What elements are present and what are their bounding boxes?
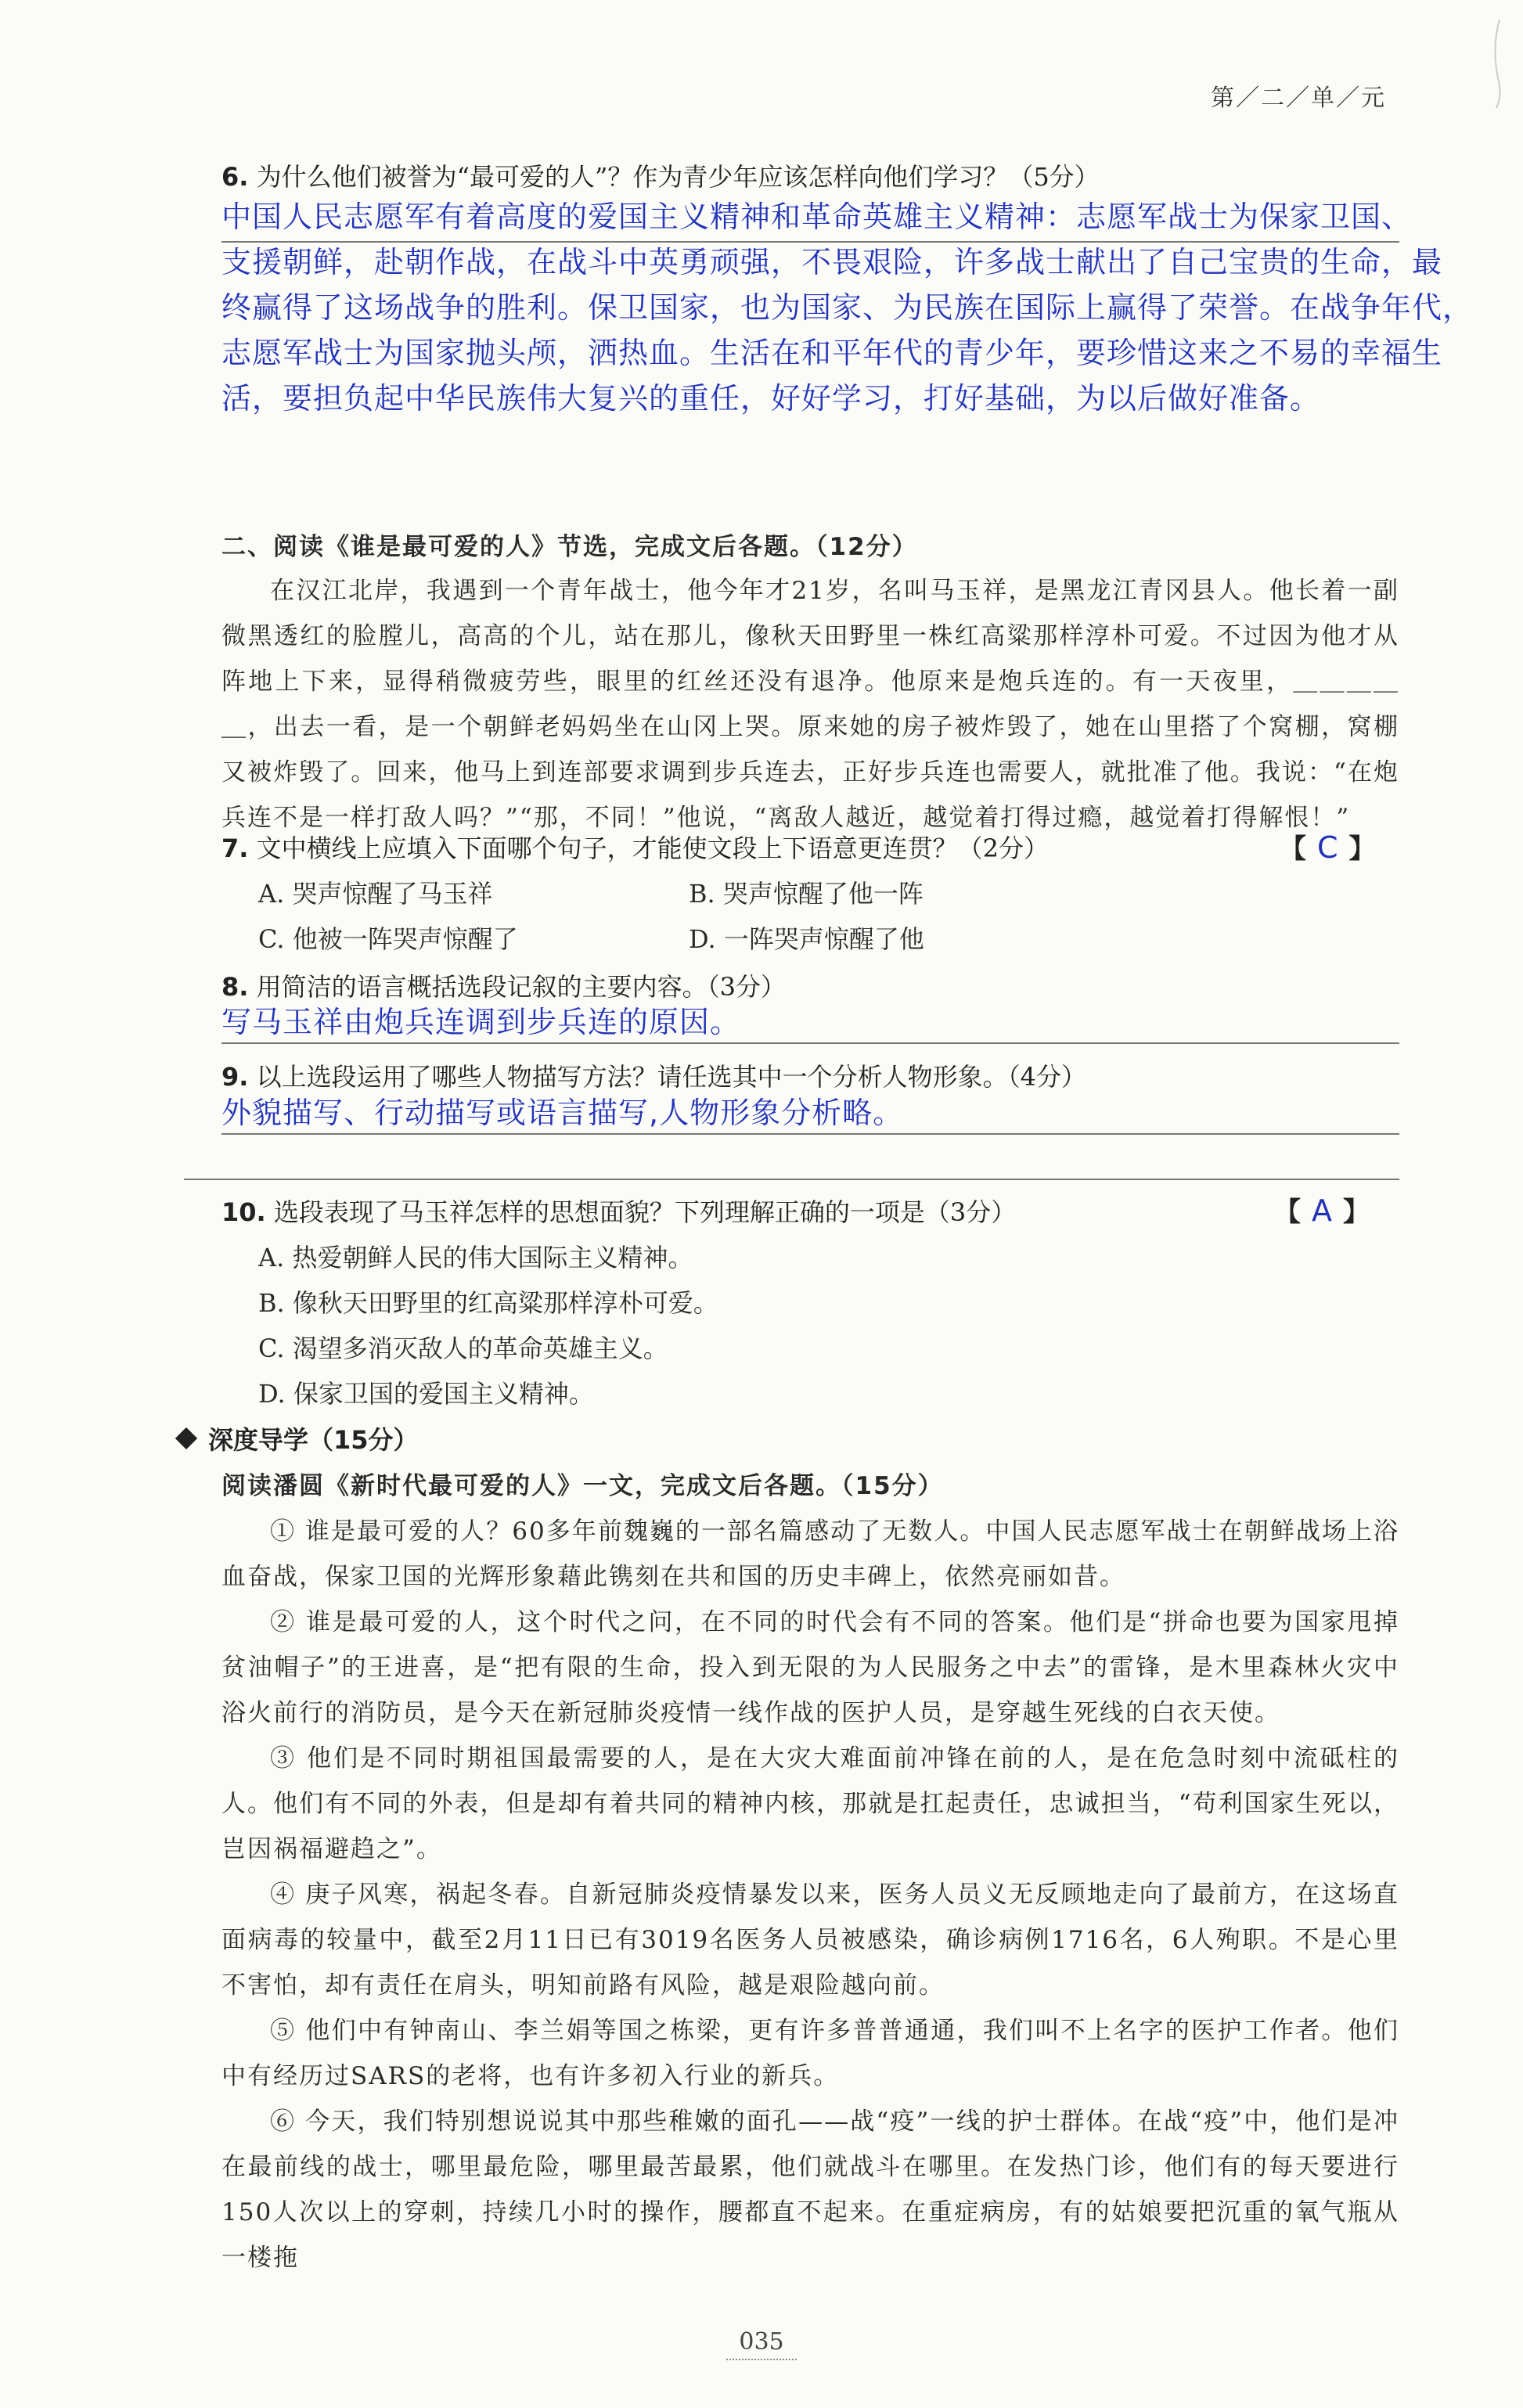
question-text: 用简洁的语言概括选段记叙的主要内容。（3分） (256, 972, 786, 1002)
question-text: 文中横线上应填入下面哪个句子，才能使文段上下语意更连贯？（2分） (256, 833, 1049, 863)
article-paragraph-6: ⑥ 今天，我们特别想说说其中那些稚嫩的面孔——战“疫”一线的护士群体。在战“疫”中，他们是冲在最前线的战士，哪里最危险，哪里最苦最累，他们就战斗在哪里。在发热门诊，他们有的每天要进行150人次以上的穿刺，持续几小时的操作，腰都直不起来。在重症病房，有的姑娘要把沉重的氧气瓶从一楼拖 (221, 2107, 1399, 2272)
question-number: 6. (221, 162, 249, 192)
option-a: A. 哭声惊醒了马玉祥 (258, 879, 493, 909)
question-number: 9. (221, 1062, 249, 1092)
article-paragraph-3: ③ 他们是不同时期祖国最需要的人，是在大灾大难面前冲锋在前的人，是在危急时刻中流砥柱的人。他们有不同的外表，但是却有着共同的精神内核，那就是扛起责任，忠诚担当，“苟利国家生死以，岂因祸福避趋之”。 (221, 1744, 1399, 1863)
handwritten-answer-line: 支援朝鲜，赴朝作战，在战斗中英勇顽强，不畏艰险，许多战士献出了自己宝贵的生命，最 (221, 245, 1443, 279)
question-text: 为什么他们被誉为“最可爱的人”？作为青少年应该怎样向他们学习？（5分） (256, 162, 1100, 192)
option-c: C. 他被一阵哭声惊醒了 (258, 924, 518, 954)
question-number: 10. (221, 1197, 266, 1227)
question-10 (221, 1193, 1016, 1231)
option-c: C. 渴望多消灭敌人的革命英雄主义。 (258, 1334, 668, 1363)
answer-rule (221, 1133, 1399, 1135)
answer-rule (184, 1179, 1399, 1180)
question-text: 以上选段运用了哪些人物描写方法？请任选其中一个分析人物形象。（4分） (256, 1062, 1086, 1092)
page-corner-mark (1476, 16, 1507, 110)
answer-bracket: 【 A 】 (1274, 1193, 1370, 1228)
section-3-heading: 阅读潘圆《新时代最可爱的人》一文，完成文后各题。（15分） (221, 1472, 944, 1500)
unit-header: 第／二／单／元 (1211, 85, 1386, 112)
question-number: 7. (221, 833, 249, 863)
option-b: B. 哭声惊醒了他一阵 (689, 879, 924, 909)
handwritten-answer-line: 志愿军战士为国家抛头颅，洒热血。生活在和平年代的青少年，要珍惜这来之不易的幸福生 (221, 336, 1443, 370)
option-d: D. 保家卫国的爱国主义精神。 (258, 1379, 594, 1409)
answer-rule (221, 241, 1399, 243)
answer-rule (221, 1042, 1399, 1044)
section-title-text: 深度导学（15分） (208, 1425, 419, 1455)
section-2-heading: 二、阅读《谁是最可爱的人》节选，完成文后各题。（12分） (221, 533, 918, 561)
handwritten-answer: 写马玉祥由炮兵连调到步兵连的原因。 (221, 1005, 741, 1039)
question-number: 8. (221, 972, 249, 1002)
question-6 (221, 158, 1100, 196)
option-d: D. 一阵哭声惊醒了他 (689, 924, 924, 954)
answer-bracket: 【 C 】 (1280, 830, 1376, 865)
question-7 (221, 830, 1049, 867)
diamond-icon (175, 1427, 197, 1449)
article-paragraph-4: ④ 庚子风寒，祸起冬春。自新冠肺炎疫情暴发以来，医务人员义无反顾地走向了最前方，在这场直面病毒的较量中，截至2月11日已有3019名医务人员被感染，确诊病例1716名，6人殉职。不是心里不害怕，却有责任在肩头，明知前路有风险，越是艰险越向前。 (221, 1881, 1399, 1999)
handwritten-answer-line: 中国人民志愿军有着高度的爱国主义精神和革命英雄主义精神：志愿军战士为保家卫国、 (221, 200, 1413, 234)
handwritten-answer: 外貌描写、行动描写或语言描写,人物形象分析略。 (221, 1096, 904, 1130)
reading-passage: 在汉江北岸，我遇到一个青年战士，他今年才21岁，名叫马玉祥，是黑龙江青冈县人。他长着一副微黑透红的脸膛儿，高高的个儿，站在那儿，像秋天田野里一株红高粱那样淳朴可爱。不过因为他才从阵地上下来，显得稍微疲劳些，眼里的红丝还没有退净。他原来是炮兵连的。有一天夜里，＿＿＿＿＿，出去一看，是一个朝鲜老妈妈坐在山冈上哭。原来她的房子被炸毁了，她在山里搭了个窝棚，窝棚又被炸毁了。回来，他马上到连部要求调到步兵连去，正好步兵连也需要人，就批准了他。我说：“在炮兵连不是一样打敌人吗？”“那，不同！”他说，“离敌人越近，越觉着打得过瘾，越觉着打得解恨！” (221, 577, 1399, 832)
handwritten-answer-line: 活，要担负起中华民族伟大复兴的重任，好好学习，打好基础，为以后做好准备。 (221, 381, 1321, 416)
page-number: 035 (0, 2328, 1523, 2356)
question-text: 选段表现了马玉祥怎样的思想面貌？下列理解正确的一项是（3分） (273, 1197, 1017, 1227)
article-paragraph-2: ② 谁是最可爱的人，这个时代之问，在不同的时代会有不同的答案。他们是“拼命也要为国家甩掉贫油帽子”的王进喜，是“把有限的生命，投入到无限的为人民服务之中去”的雷锋，是木里森林火灾中浴火前行的消防员，是今天在新冠肺炎疫情一线作战的医护人员，是穿越生死线的白衣天使。 (221, 1608, 1399, 1727)
handwritten-choice: C (1317, 830, 1338, 865)
handwritten-answer-line: 终赢得了这场战争的胜利。保卫国家，也为国家、为民族在国际上赢得了荣誉。在战争年代， (221, 290, 1474, 325)
option-a: A. 热爱朝鲜人民的伟大国际主义精神。 (258, 1243, 693, 1272)
section-3-title (178, 1420, 419, 1456)
article-paragraph-1: ① 谁是最可爱的人？60多年前魏巍的一部名篇感动了无数人。中国人民志愿军战士在朝鲜战场上浴血奋战，保家卫国的光辉形象藉此镌刻在共和国的历史丰碑上，依然亮丽如昔。 (221, 1517, 1399, 1591)
option-b: B. 像秋天田野里的红高粱那样淳朴可爱。 (258, 1288, 718, 1318)
handwritten-choice: A (1312, 1193, 1332, 1228)
article-paragraph-5: ⑤ 他们中有钟南山、李兰娟等国之栋梁，更有许多普普通通，我们叫不上名字的医护工作者。他们中有经历过SARS的老将，也有许多初入行业的新兵。 (221, 2017, 1399, 2090)
